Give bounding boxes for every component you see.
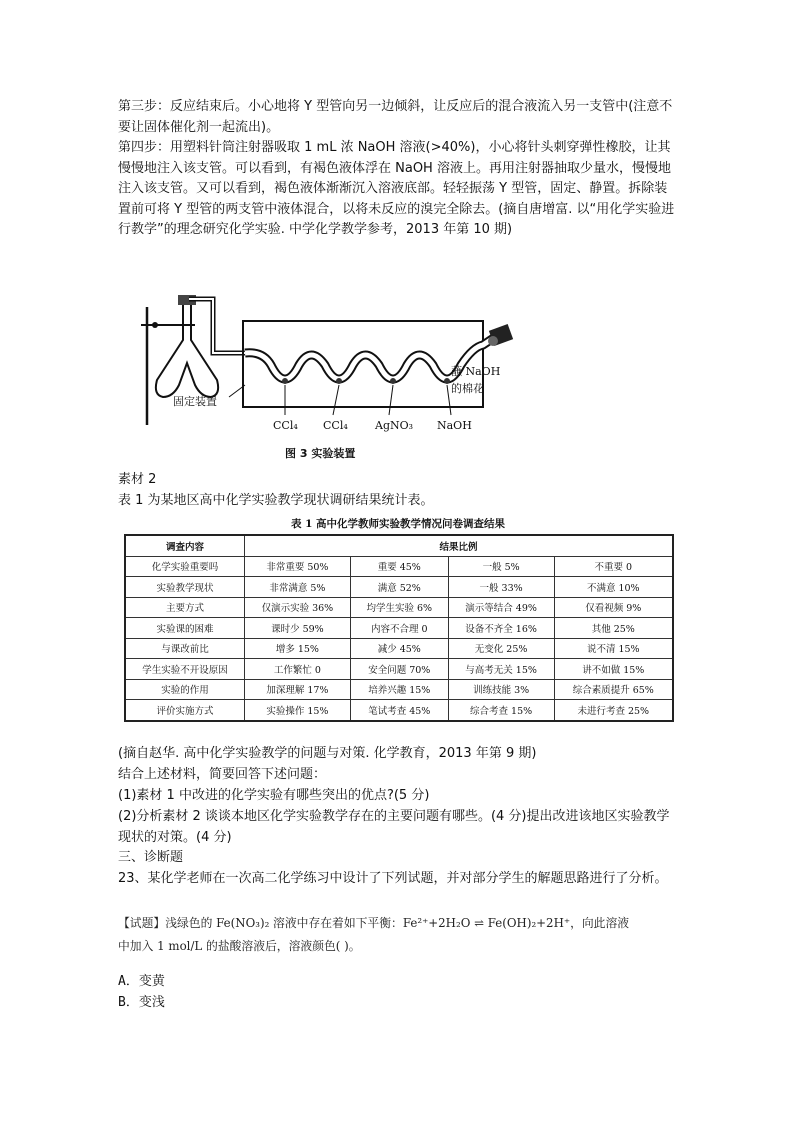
table-row-label: 化学实验重要吗 [125, 556, 245, 577]
table-row-label: 评价实施方式 [125, 700, 245, 721]
table-cell: 训练技能 3% [448, 679, 554, 700]
table-cell: 满意 52% [350, 577, 448, 598]
fixture-label: 固定装置 [173, 395, 217, 408]
question-23: 23、某化学老师在一次高二化学练习中设计了下列试题，并对部分学生的解题思路进行了分析。 [118, 871, 668, 886]
table-cell: 一般 5% [448, 556, 554, 577]
table-cell: 加深理解 17% [245, 679, 351, 700]
table-cell: 与高考无关 15% [448, 659, 554, 680]
source-citation: (摘自赵华. 高中化学实验教学的问题与对策. 化学教育，2013 年第 9 期) [118, 746, 537, 761]
option-a: A．变黄 [118, 974, 165, 989]
table-body [125, 556, 673, 721]
table-cell: 笔试考查 45% [350, 700, 448, 721]
table-row-label: 实验课的困难 [125, 618, 245, 639]
table-cell: 仅看视频 9% [554, 597, 673, 618]
figure-caption: 图 3 实验装置 [285, 447, 356, 460]
tube-label-3: AgNO₃ [375, 419, 414, 432]
material2-heading: 素材 2 [118, 472, 157, 487]
table-cell: 无变化 25% [448, 638, 554, 659]
table-cell: 一般 33% [448, 577, 554, 598]
step4-paragraph: 第四步：用塑料针筒注射器吸取 1 mL 浓 NaOH 溶液(>40%)，小心将针头刺穿弹性橡胶，让其慢慢地注入该支管。可以看到，有褐色液体浮在 NaOH 溶液上。再用注射器抽取少量水，慢慢地注入该支管。又可以看到，褐色液体渐渐沉入溶液底部。轻轻振荡 Y 型管，固定、静置。拆除装置前可将 Y 型管的两支管中液体混合，以将未反应的溴完全除去。(摘自唐增富. 以“用化学实验进行教学”的理念研究化学实验. 中学化学教学参考，2013 年第 10 期) [118, 140, 675, 237]
table-row-label: 与课改前比 [125, 638, 245, 659]
table-cell: 非常重要 50% [245, 556, 351, 577]
table-cell: 说不清 15% [554, 638, 673, 659]
survey-table [124, 534, 674, 722]
tube-label-1: CCl₄ [273, 419, 298, 432]
option-b: B．变浅 [118, 995, 165, 1010]
table-cell: 安全问题 70% [350, 659, 448, 680]
header-content: 调查内容 [125, 535, 245, 556]
table-cell: 仅演示实验 36% [245, 597, 351, 618]
table-cell: 设备不齐全 16% [448, 618, 554, 639]
table-cell: 重要 45% [350, 556, 448, 577]
table-cell: 课时少 59% [245, 618, 351, 639]
table-cell: 未进行考查 25% [554, 700, 673, 721]
cotton-label [451, 363, 500, 397]
apparatus-figure [133, 285, 533, 465]
section-3-heading: 三、诊断题 [118, 850, 184, 865]
table-cell: 减少 45% [350, 638, 448, 659]
tube-label-4: NaOH [437, 419, 472, 432]
table-row-label: 实验教学现状 [125, 577, 245, 598]
table-cell: 其他 25% [554, 618, 673, 639]
question-box [118, 912, 678, 962]
cotton-label-line1: 蘸 NaOH [451, 365, 501, 378]
table-cell: 均学生实验 6% [350, 597, 448, 618]
survey-table-block [118, 514, 678, 722]
question-box-line2: 中加入 1 mol/L 的盐酸溶液后，溶液颜色( )。 [118, 939, 361, 953]
table-cell: 非常满意 5% [245, 577, 351, 598]
table-row [125, 659, 673, 680]
table-row [125, 556, 673, 577]
table-cell: 内容不合理 0 [350, 618, 448, 639]
table-cell: 不重要 0 [554, 556, 673, 577]
question-2: (2)分析素材 2 谈谈本地区化学实验教学存在的主要问题有哪些。(4 分)提出改进该地区实验教学现状的对策。(4 分) [118, 809, 670, 845]
answer-prompt: 结合上述材料，简要回答下述问题： [118, 767, 327, 782]
table-cell: 不满意 10% [554, 577, 673, 598]
table-cell: 讲不如做 15% [554, 659, 673, 680]
table-row [125, 618, 673, 639]
table-cell: 工作繁忙 0 [245, 659, 351, 680]
table-title: 表 1 高中化学教师实验教学情况问卷调查结果 [290, 518, 506, 530]
table-cell: 综合素质提升 65% [554, 679, 673, 700]
table-row [125, 700, 673, 721]
table-row [125, 597, 673, 618]
header-result: 结果比例 [245, 535, 674, 556]
tube-label-2: CCl₄ [323, 419, 348, 432]
table-header-row [125, 535, 673, 556]
table-row [125, 679, 673, 700]
cotton-label-line2: 的棉花 [451, 382, 484, 395]
step3-paragraph: 第三步：反应结束后。小心地将 Y 型管向另一边倾斜，让反应后的混合液流入另一支管中(注意不要让固体催化剂一起流出)。 [118, 99, 673, 135]
table-row [125, 638, 673, 659]
question-1: (1)素材 1 中改进的化学实验有哪些突出的优点?(5 分) [118, 788, 430, 803]
table-cell: 演示等结合 49% [448, 597, 554, 618]
table-row-label: 学生实验不开设原因 [125, 659, 245, 680]
table-cell: 增多 15% [245, 638, 351, 659]
table-cell: 培养兴趣 15% [350, 679, 448, 700]
table-cell: 综合考查 15% [448, 700, 554, 721]
table-row-label: 实验的作用 [125, 679, 245, 700]
table-intro: 表 1 为某地区高中化学实验教学现状调研结果统计表。 [118, 493, 434, 508]
table-row-label: 主要方式 [125, 597, 245, 618]
table-row [125, 577, 673, 598]
question-box-line1: 【试题】浅绿色的 Fe(NO₃)₂ 溶液中存在着如下平衡：Fe²⁺+2H₂O ⇌ Fe(OH)₂+2H⁺，向此溶液 [118, 916, 630, 930]
table-cell: 实验操作 15% [245, 700, 351, 721]
